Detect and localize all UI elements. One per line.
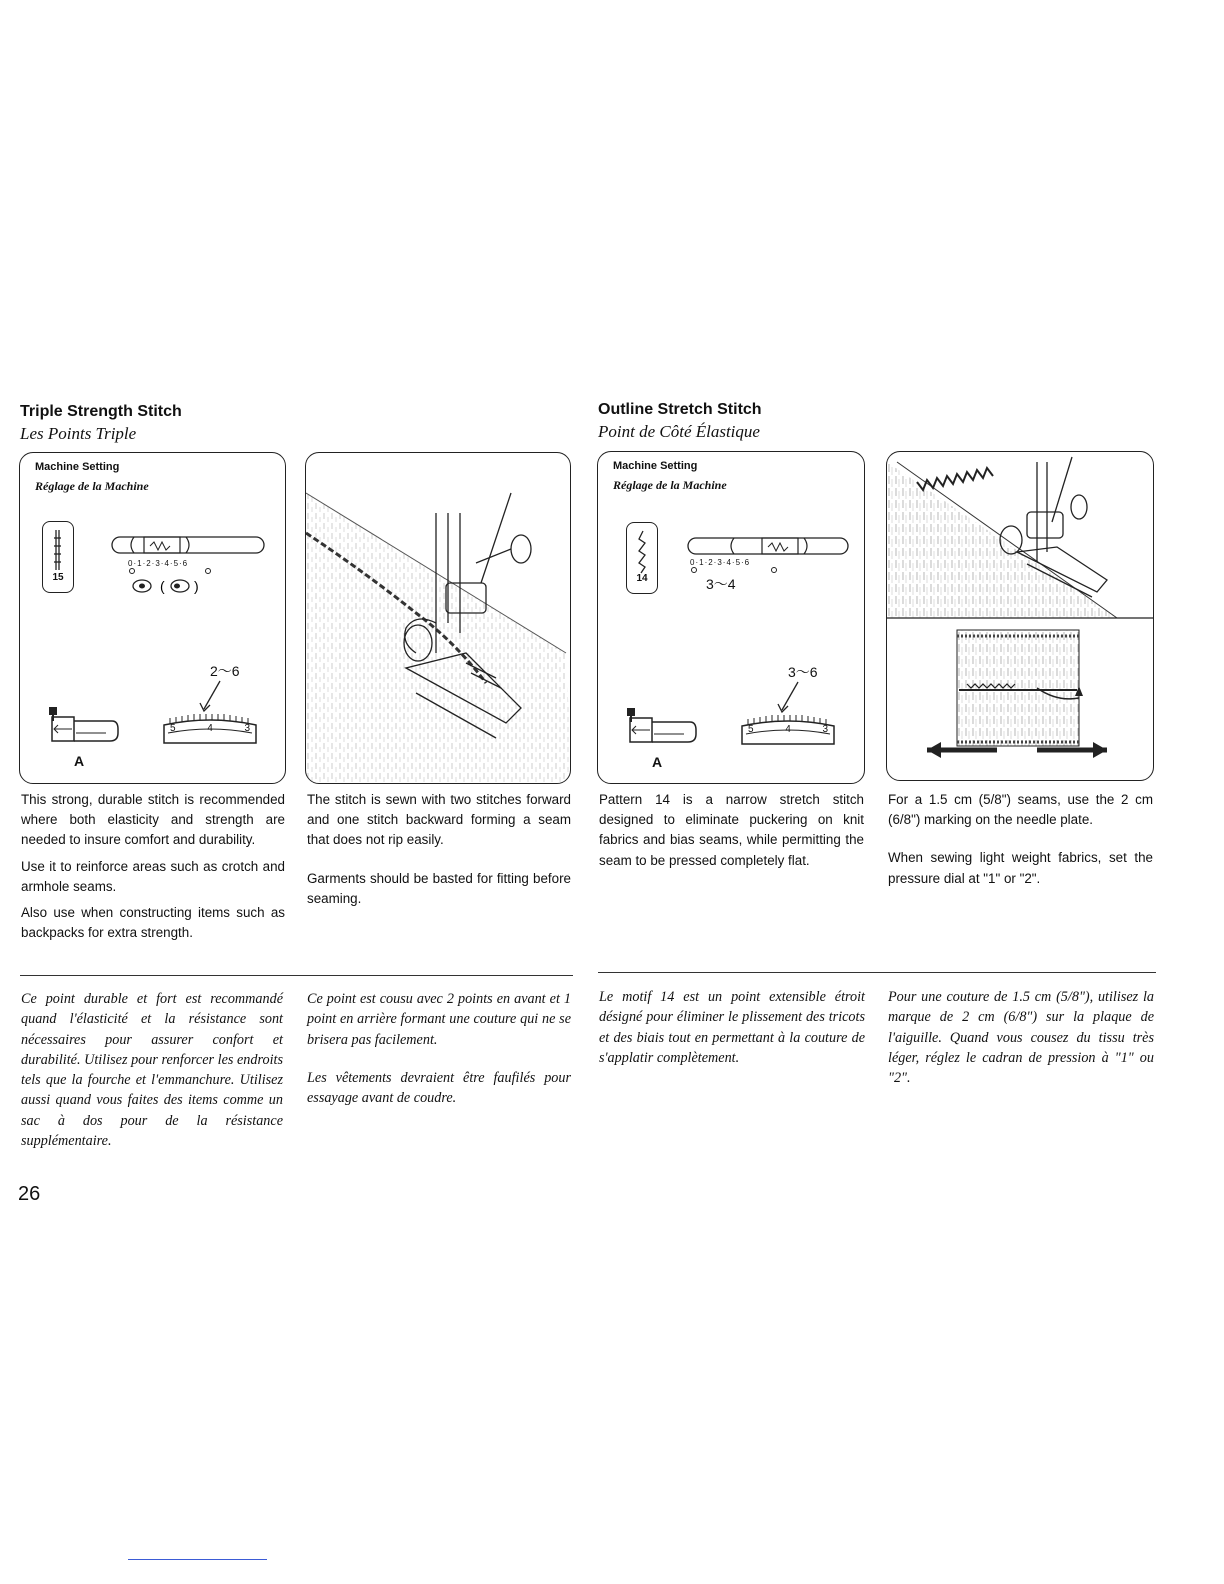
section-subtitle-triple-strength: Les Points Triple [20, 424, 137, 443]
outline-fr-column-3 [599, 987, 865, 1068]
triple-en-para-5: Garments should be basted for fitting before seaming. [307, 870, 571, 906]
presser-foot-icon [46, 703, 126, 747]
presser-foot-letter: A [74, 753, 85, 769]
triple-fr-para-1: Ce point durable et fort est recommandé quand l'élasticité et la résistance sont nécessaires pour assurer confort et durabilité. Utilisez pour renforcer les endroits tels que la fourche et l'emmanchure. Utilisez aussi quand vous faites des items comme un sac à dos pour de la résistance supplémentaire. [21, 991, 283, 1150]
svg-text:): ) [194, 578, 199, 594]
section-subtitle-outline-stretch: Point de Côté Élastique [598, 422, 760, 441]
presser-foot-icon [624, 704, 704, 748]
machine-setting-panel-outline [597, 451, 865, 784]
outline-stitch-illustration [886, 451, 1154, 781]
pressure-range: 2～6 [210, 663, 240, 679]
triple-fr-column-2 [307, 989, 571, 1108]
triple-en-para-4: The stitch is sewn with two stitches forward and one stitch backward forming a seam that does not rip easily. [307, 792, 571, 848]
outline-en-column-3 [599, 790, 864, 871]
triple-en-para-2: Use it to reinforce areas such as crotch and armhole seams. [21, 858, 285, 894]
stitch-length-value: 3～4 [706, 576, 736, 592]
pressure-mark-4: 4 [207, 723, 213, 734]
pressure-pointer-icon [196, 679, 226, 715]
machine-setting-label-fr: Réglage de la Machine [35, 479, 149, 493]
pattern-selector-icon [42, 521, 74, 593]
pressure-dial-marks [748, 724, 828, 735]
outline-en-para-3: When sewing light weight fabrics, set the pressure dial at "1" or "2". [888, 850, 1153, 886]
presser-foot-letter: A [652, 754, 663, 770]
machine-setting-label: Machine Setting [613, 460, 698, 472]
triple-en-column-1 [21, 790, 285, 943]
outline-en-para-1: Pattern 14 is a narrow stretch stitch designed to eliminate puckering on knit fabrics and bias seams, while permitting the seam to be pressed completely flat. [599, 792, 864, 868]
triple-en-column-2 [307, 790, 571, 909]
triple-en-para-1: This strong, durable stitch is recommended where both elasticity and strength are needed to insure comfort and durability. [21, 792, 285, 848]
page-number: 26 [18, 1183, 41, 1205]
pressure-mark-4: 4 [785, 724, 791, 735]
machine-setting-label: Machine Setting [35, 461, 120, 473]
outline-fr-para-2: Pour une couture de 1.5 cm (5/8"), utilisez la marque de 2 cm (6/8") sur la plaque de l'aiguille. Quand vous cousez du tissu très léger, réglez le cadran de pression à "1" ou "2". [888, 989, 1154, 1087]
pressure-range: 3～6 [788, 664, 818, 680]
divider-right [598, 972, 1156, 973]
outline-fr-para-1: Le motif 14 est un point extensible étroit désigné pour éliminer le plissement des tricots et des biais tout en permettant à la couture de s'applatir complètement. [599, 989, 865, 1066]
machine-setting-label-fr: Réglage de la Machine [613, 478, 727, 492]
sewing-foot-illustration [306, 453, 571, 784]
pressure-mark-3: 3 [822, 724, 828, 735]
svg-text:(: ( [160, 578, 165, 594]
footer-rule [128, 1559, 267, 1560]
pattern-number: 15 [52, 572, 64, 583]
outline-en-column-4 [888, 790, 1153, 889]
width-dial-scale: 0·1·2·3·4·5·6 [128, 559, 189, 568]
pressure-mark-5: 5 [748, 724, 754, 735]
pressure-mark-5: 5 [170, 723, 176, 734]
section-title-triple-strength: Triple Strength Stitch [20, 403, 182, 420]
pressure-pointer-icon [774, 680, 804, 716]
pressure-dial-marks [170, 723, 250, 734]
stitch-length-icon [132, 577, 242, 595]
outline-en-para-2: For a 1.5 cm (5/8") seams, use the 2 cm (6/8") marking on the needle plate. [888, 792, 1153, 828]
triple-fr-para-3: Les vêtements devraient être faufilés pour essayage avant de coudre. [307, 1069, 571, 1107]
triple-en-para-3: Also use when constructing items such as backpacks for extra strength. [21, 905, 285, 941]
pattern-selector-icon [626, 522, 658, 594]
pressure-mark-3: 3 [244, 723, 250, 734]
pattern-number: 14 [636, 573, 648, 584]
stitch-width-slider-icon [110, 533, 270, 583]
machine-setting-panel-triple [19, 452, 286, 784]
divider-left [20, 975, 573, 976]
section-title-outline-stretch: Outline Stretch Stitch [598, 401, 762, 418]
width-dial-scale: 0·1·2·3·4·5·6 [690, 558, 751, 567]
sewing-foot-seam-illustration [887, 452, 1154, 781]
triple-stitch-illustration [305, 452, 571, 784]
outline-fr-column-4 [888, 987, 1154, 1088]
triple-fr-para-2: Ce point est cousu avec 2 points en avant et 1 point en arrière formant une couture qui ne se brisera pas facilement. [307, 991, 571, 1048]
triple-fr-column-1 [21, 989, 283, 1151]
